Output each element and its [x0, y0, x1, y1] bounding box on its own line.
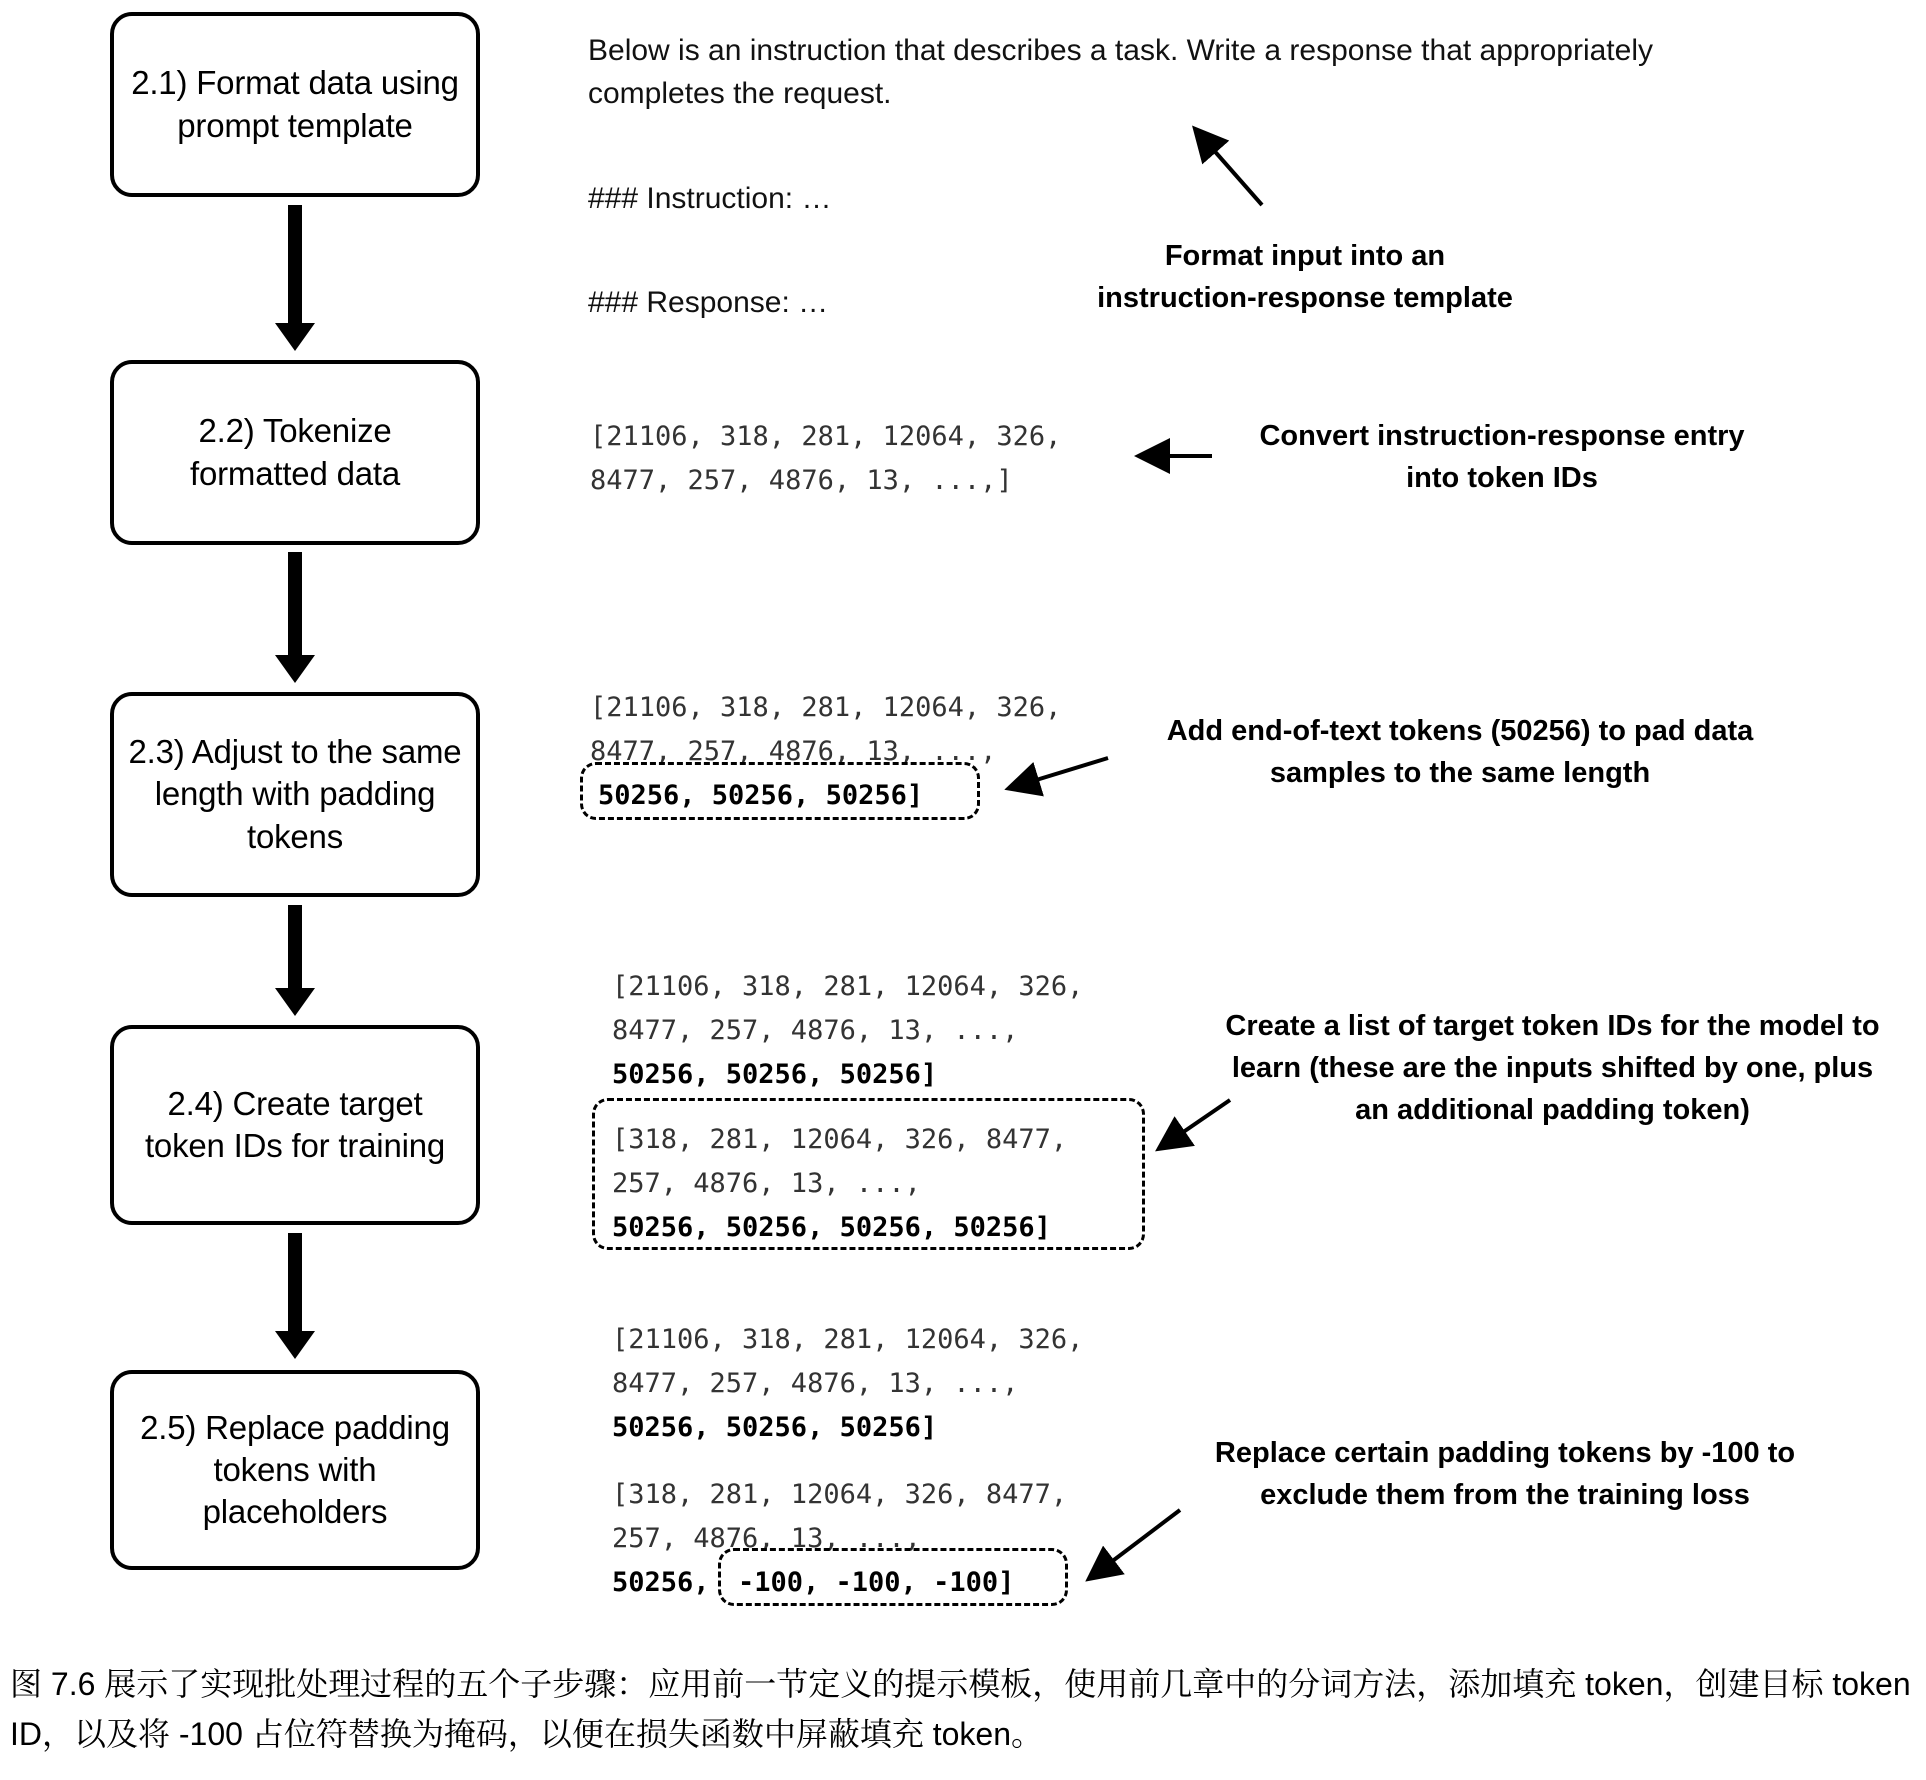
code-padded-line2: 8477, 257, 4876, 13, ...,: [590, 736, 997, 767]
code-masked-inputs-line1: [21106, 318, 281, 12064, 326,: [612, 1324, 1084, 1355]
code-masked-targets-line2: 257, 4876, 13, ...,: [612, 1523, 921, 1554]
code-padded-line3: [598, 774, 923, 818]
code-masked-inputs-line3: [612, 1406, 937, 1450]
code-padded-line1: [21106, 318, 281, 12064, 326,: [590, 692, 1062, 723]
annotation-targets: Create a list of target token IDs for the model to learn (these are the inputs shifted by one, plus an additional padding token): [1225, 1010, 1880, 1127]
step-box-2-4: [110, 1025, 480, 1225]
step-box-2-2-label: 2.2) Tokenize formatted data: [190, 412, 400, 492]
annotation-placeholders: Replace certain padding tokens by -100 to exclude them from the training loss: [1214, 1437, 1796, 1512]
code-tokenized-line2: 8477, 257, 4876, 13, ...,]: [590, 465, 1013, 496]
code-inputs-line1: [21106, 318, 281, 12064, 326,: [612, 971, 1084, 1002]
code-targets-line3-text: 50256, 50256, 50256, 50256]: [612, 1212, 1051, 1243]
figure-caption: 图 7.6 展示了实现批处理过程的五个子步骤：应用前一节定义的提示模板，使用前几章中的分词方法，添加填充 token，创建目标 token ID，以及将 -100 占位符替换为掩码，以便在损失函数中屏蔽填充 token。: [10, 1666, 1911, 1752]
code-masked-targets-prefix-text: 50256,: [612, 1567, 710, 1598]
step-box-2-3-label: 2.3) Adjust to the same length with padding tokens: [128, 733, 462, 855]
step-box-2-3: [110, 692, 480, 897]
code-masked-targets-boxed-text: -100, -100, -100]: [738, 1567, 1015, 1598]
annotation-tokenize: Convert instruction-response entry into token IDs: [1259, 420, 1745, 495]
step-box-2-5-label: 2.5) Replace padding tokens with placeholders: [140, 1408, 450, 1531]
annotation-padding: Add end-of-text tokens (50256) to pad data samples to the same length: [1166, 715, 1754, 790]
step-box-2-2: [110, 360, 480, 545]
step-box-2-1: [110, 12, 480, 197]
code-targets-line2: 257, 4876, 13, ...,: [612, 1168, 921, 1199]
code-masked-inputs-line3-text: 50256, 50256, 50256]: [612, 1412, 938, 1443]
code-masked-targets-line3-boxed: [738, 1561, 1014, 1605]
annotation-format: Format input into an instruction-response template: [1097, 240, 1513, 315]
code-masked-targets-line1: [318, 281, 12064, 326, 8477,: [612, 1479, 1068, 1510]
prompt-response-line: ### Response: …: [588, 286, 829, 319]
code-masked-inputs-line2: 8477, 257, 4876, 13, ...,: [612, 1368, 1019, 1399]
step-box-2-4-label: 2.4) Create target token IDs for training: [144, 1084, 446, 1164]
prompt-instruction-line: ### Instruction: …: [588, 182, 832, 215]
code-tokenized-line1: [21106, 318, 281, 12064, 326,: [590, 421, 1062, 452]
code-inputs-line3: [612, 1053, 937, 1097]
step-box-2-1-label: 2.1) Format data using prompt template: [131, 64, 459, 144]
code-padded-line3-text: 50256, 50256, 50256]: [598, 780, 924, 811]
step-box-2-5: [110, 1370, 480, 1570]
code-inputs-line3-text: 50256, 50256, 50256]: [612, 1059, 938, 1090]
code-targets-line3: [612, 1206, 1051, 1250]
prompt-template-intro: Below is an instruction that describes a task. Write a response that appropriately completes the request.: [588, 34, 1653, 110]
code-targets-line1: [318, 281, 12064, 326, 8477,: [612, 1124, 1068, 1155]
code-inputs-line2: 8477, 257, 4876, 13, ...,: [612, 1015, 1019, 1046]
code-masked-targets-line3-prefix: [612, 1561, 710, 1605]
